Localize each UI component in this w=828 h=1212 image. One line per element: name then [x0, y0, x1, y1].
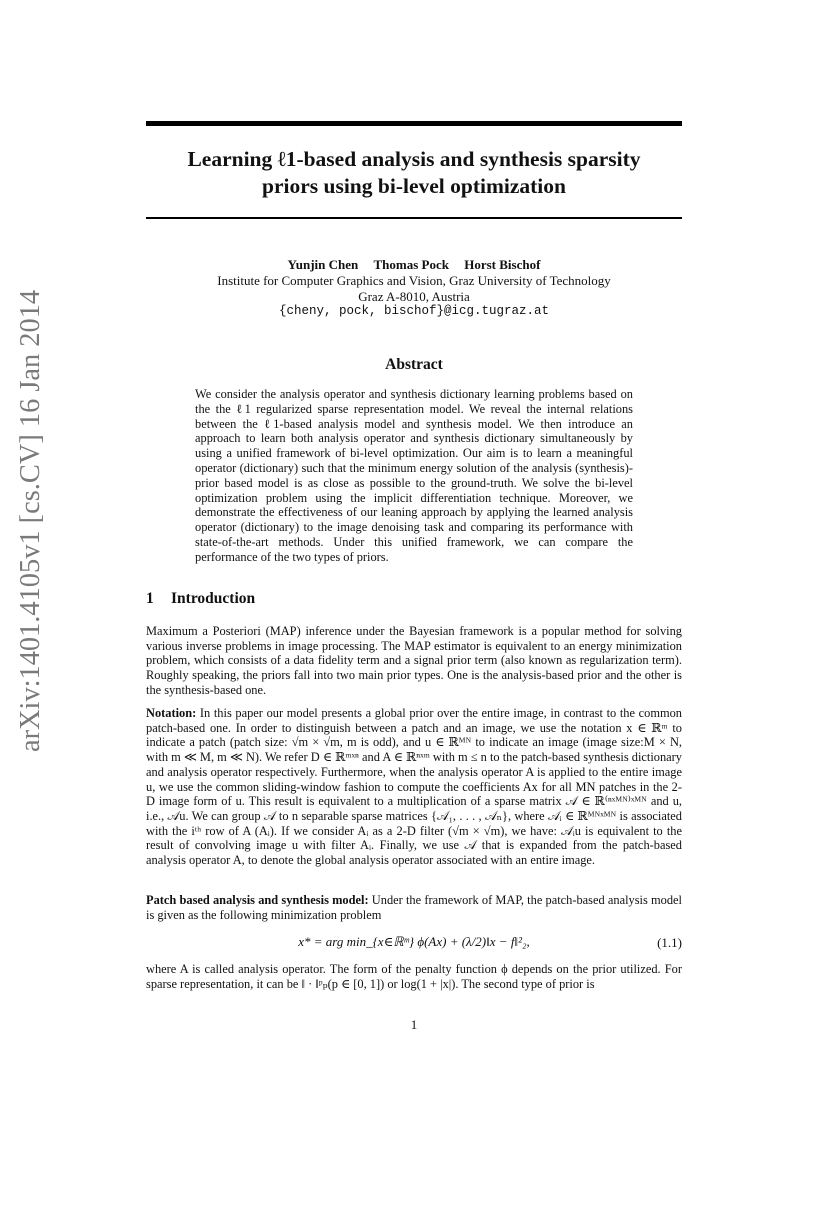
section-title: Introduction	[171, 590, 256, 607]
author-name: Horst Bischof	[464, 257, 541, 272]
notation-paragraph	[146, 706, 682, 868]
equation-number: (1.1)	[657, 935, 682, 950]
paragraph-text: In this paper our model presents a global prior over the entire image, in contrast to the common patch-based one. In order to distinguish between a patch and an image, we use the notation x ∈ ℝᵐ to indicate a patch (patch size: √m × √m, m is odd), and u ∈ ℝᴹᴺ to indicate an image (image size:M × N, with m ≪ M, m ≪ N). We refer D ∈ ℝᵐˣⁿ and A ∈ ℝⁿˣᵐ with m ≤ n to the patch-based synthesis dictionary and analysis operator respectively. Furthermore, when the analysis operator A is applied to the entire image u, we use the common sliding-window fashion to compute the coefficients Ax for all MN patches in the 2-D image form of u. This result is equivalent to a multiplication of a sparse matrix 𝒜 ∈ ℝ⁽ⁿˣᴹᴺ⁾ˣᴹᴺ and u, i.e., 𝒜u. We can group 𝒜 to n separable sparse matrices {𝒜₁, . . . , 𝒜ₙ}, where 𝒜ᵢ ∈ ℝᴹᴺˣᴹᴺ is associated with the iᵗʰ row of A (Aᵢ). If we consider Aᵢ as a 2-D filter (√m × √m), we have: 𝒜ᵢu is equivalent to the result of convolving image u with filter Aᵢ. Finally, we use 𝒜 that is expanded from the patch-based analysis operator A, to denote the global analysis operator associated with an entire image.	[146, 706, 682, 868]
equation-expression: x* = arg min_{x∈ℝᵐ} ϕ(Ax) + (λ/2)‖x − f‖²₂,	[298, 934, 530, 949]
abstract-heading: Abstract	[385, 356, 443, 373]
author-name: Yunjin Chen	[287, 257, 359, 272]
abstract-text: We consider the analysis operator and synthesis dictionary learning problems based on the the ℓ1 regularized sparse representation model. We reveal the internal relations between the ℓ1-based analysis model and synthesis model. We then introduce an approach to learn both analysis operator and synthesis dictionary simultaneously by using a unified framework of bi-level optimization. Our aim is to learn a meaningful operator (dictionary) such that the minimum energy solution of the analysis (synthesis)-prior based model is as close as possible to the ground-truth. We solve the bi-level optimization problem using the implicit differentiation technique. Moreover, we demonstrate the effectiveness of our leaning approach by applying the learned analysis operator (dictionary) to the image denoising task and comparing its performance with state-of-the-art methods. Under this unified framework, we can compare the performance of the two types of priors.	[195, 387, 633, 564]
paragraph-heading: Notation:	[146, 706, 197, 720]
paragraph-text: Under the framework of MAP, the patch-based analysis model is given as the following minimization problem	[146, 893, 683, 922]
affiliation: Institute for Computer Graphics and Vision, Graz University of Technology	[217, 273, 611, 288]
equation-1-1	[146, 928, 682, 962]
title-rule-top	[146, 121, 682, 126]
section-number: 1	[146, 590, 154, 607]
title-line-2: priors using bi-level optimization	[262, 174, 566, 198]
paragraph-heading: Patch based analysis and synthesis model:	[146, 893, 369, 907]
title-rule-bottom	[146, 217, 682, 219]
title-line-1: Learning ℓ1-based analysis and synthesis sparsity	[187, 147, 641, 171]
continuation-paragraph: where A is called analysis operator. The form of the penalty function ϕ depends on the prior utilized. For sparse representation, it can be ‖ · ‖ᵖₚ(p ∈ [0, 1]) or log(1 + |x|). The second type of prior is	[146, 962, 682, 991]
paper-title	[146, 146, 682, 200]
arxiv-stamp-text: arXiv:1401.4105v1 [cs.CV] 16 Jan 2014	[15, 289, 46, 752]
address: Graz A-8010, Austria	[358, 289, 470, 304]
intro-paragraph: Maximum a Posteriori (MAP) inference under the Bayesian framework is a popular method for solving various inverse problems in image processing. The MAP estimator is equivalent to an energy minimization problem, which consists of a data fidelity term and a signal prior term (also known as regularization term). Roughly speaking, the priors fall into two main prior types. One is the analysis-based prior and the other is the synthesis-based one.	[146, 624, 682, 697]
author-list	[146, 257, 682, 273]
model-paragraph	[146, 893, 682, 922]
author-name: Thomas Pock	[373, 257, 449, 272]
email: {cheny, pock, bischof}@icg.tugraz.at	[278, 304, 550, 318]
section-heading	[146, 590, 255, 608]
page-number: 1	[410, 1017, 418, 1032]
arxiv-stamp	[14, 289, 54, 1212]
